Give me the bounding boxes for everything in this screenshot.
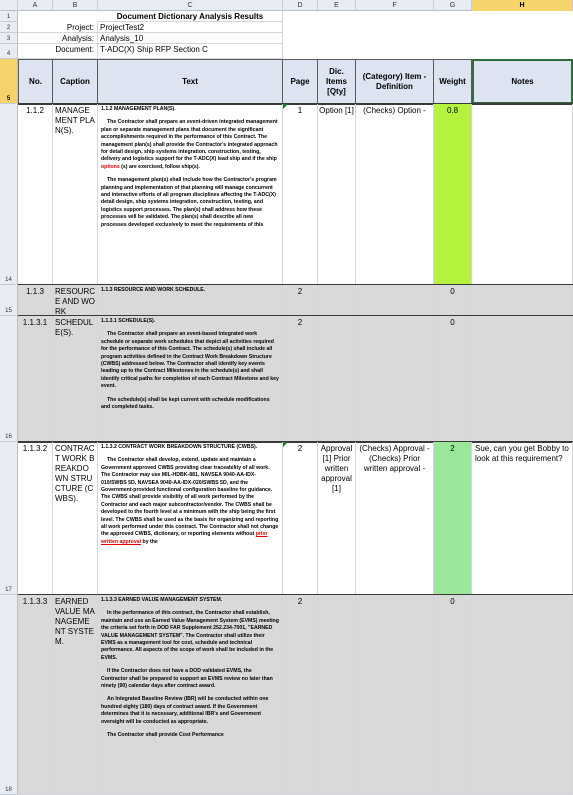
row-header-5[interactable]: 5 <box>0 59 18 104</box>
row-1-text-para-1a: The Contractor shall prepare an event-driven integrated management plan or separate management plans that document the significant accomplishments required in the performance of this Contract. The management plan(s) shall provide the Contractor's integrated approach for detail design, ship systems integration, construction, testing, delivery and logistics support for the T-ADC(X) lead ship and if the ship <box>101 119 278 163</box>
row-3-text-heading: 1.1.3.1 SCHEDULE(S). <box>101 318 156 324</box>
document-value[interactable]: T-ADC(X) Ship RFP Section C <box>98 44 283 59</box>
row-3-page[interactable]: 2 <box>283 316 318 442</box>
row-3-caption[interactable]: SCHEDULE(S). <box>53 316 98 442</box>
row-2-notes[interactable] <box>472 285 573 316</box>
row-2-text-heading: 1.1.3 RESOURCE AND WORK SCHEDULE. <box>101 287 206 293</box>
column-header-h[interactable]: H <box>472 0 573 11</box>
row-1-notes[interactable] <box>472 104 573 285</box>
row-4-no[interactable]: 1.1.3.2 <box>18 442 53 595</box>
row-4-page[interactable]: 2 <box>283 442 318 595</box>
row-5-definition[interactable] <box>356 595 434 795</box>
row-1-text-para-2: The management plan(s) shall include how the Contractor's program planning and implementation of that planning will manage concurrent and interactive efforts of all program disciplines affecting the T-ADC(X) detail design, ship systems integration, construction, testing, and logistics support processes. The plan(s) shall address how these processes will be validated. The plan(s) shall describe all new processes developed exclusively to meet the requirements of this <box>101 177 277 228</box>
document-label[interactable]: Document: <box>18 44 98 59</box>
row-4-text-para-1 <box>101 457 279 546</box>
row-4-caption[interactable]: CONTRACT WORK BREAKDOWN STRUCTURE (CWBS). <box>53 442 98 595</box>
row-1-caption[interactable]: MANAGEMENT PLAN(S). <box>53 104 98 285</box>
column-header-e[interactable]: E <box>318 0 356 11</box>
header-no[interactable]: No. <box>18 59 53 104</box>
column-header-f[interactable]: F <box>356 0 434 11</box>
row-1-dic-items[interactable]: Option [1] <box>318 104 356 285</box>
row-4-notes[interactable]: Sue, can you get Bobby to look at this requirement? <box>472 442 573 595</box>
column-header-d[interactable]: D <box>283 0 318 11</box>
row-5-text-para-1: In the performance of this contract, the Contractor shall establish, maintain and use an Earned Value Management System (EVMS) meeting the criteria set forth in DOD FAR Supplement 252.234-7001, "EARNED VALUE MANAGEMENT SYSTEM". The Contractor shall utilize their EVMS as a management tool for cost, schedule and technical performance. All aspects of the scope of work shall be included in the EVMS. <box>101 610 279 661</box>
row-header-2[interactable]: 2 <box>0 22 18 33</box>
column-header-b[interactable]: B <box>53 0 98 11</box>
row-5-text-para-3: An Integrated Baseline Review (IBR) will be conducted within one hundred eighty (180) days of contract award. If the Government determines that it is necessary, additional IBR's and Government oversight will be conducted as appropriate. <box>101 696 269 725</box>
row-3-weight[interactable]: 0 <box>434 316 472 442</box>
row-header-14[interactable]: 14 <box>0 104 18 285</box>
row-3-text[interactable] <box>98 316 283 442</box>
column-header-g[interactable]: G <box>434 0 472 11</box>
analysis-value[interactable]: Analysis_10 <box>98 33 283 44</box>
header-page[interactable]: Page <box>283 59 318 104</box>
row-2-definition[interactable] <box>356 285 434 316</box>
row-3-no[interactable]: 1.1.3.1 <box>18 316 53 442</box>
row-2-no[interactable]: 1.1.3 <box>18 285 53 316</box>
row-2-dic-items[interactable] <box>318 285 356 316</box>
row-header-1[interactable]: 1 <box>0 11 18 22</box>
column-header-a[interactable]: A <box>18 0 53 11</box>
row-5-caption[interactable]: EARNED VALUE MANAGEMENT SYSTEM. <box>53 595 98 795</box>
row-5-text-para-2: If the Contractor does not have a DOD validated EVMS, the Contractor shall be prepared to support an EVMS review no later than ninety (90) calendar days after contract award. <box>101 668 273 690</box>
select-all-corner[interactable] <box>0 0 18 11</box>
row-2-page[interactable]: 2 <box>283 285 318 316</box>
analysis-label[interactable]: Analysis: <box>18 33 98 44</box>
column-header-row <box>0 0 573 11</box>
row-2-caption[interactable]: RESOURCE AND WORK <box>53 285 98 316</box>
header-notes[interactable]: Notes <box>472 59 573 104</box>
row-header-3[interactable]: 3 <box>0 33 18 44</box>
row-header-15[interactable]: 15 <box>0 285 18 316</box>
row-5-no[interactable]: 1.1.3.3 <box>18 595 53 795</box>
row-4-definition[interactable]: (Checks) Approval - (Checks) Prior written approval - <box>356 442 434 595</box>
row-1-weight[interactable]: 0.8 <box>434 104 472 285</box>
row-4-text[interactable] <box>98 442 283 595</box>
row-5-text-para-4: The Contractor shall provide Cost Performance <box>107 732 224 739</box>
row-header-17[interactable]: 17 <box>0 442 18 595</box>
row-header-4[interactable]: 4 <box>0 44 18 59</box>
row-5-text[interactable] <box>98 595 283 795</box>
header-caption[interactable]: Caption <box>53 59 98 104</box>
row-1-text-para-1b: (s) are exercised, follow ship(s). <box>119 163 200 170</box>
row-5-weight[interactable]: 0 <box>434 595 472 795</box>
header-dic-items[interactable]: Dic. Items [Qty] <box>318 59 356 104</box>
row-3-definition[interactable] <box>356 316 434 442</box>
row-4-weight[interactable]: 2 <box>434 442 472 595</box>
row-1-no[interactable]: 1.1.2 <box>18 104 53 285</box>
header-definition[interactable]: (Category) Item - Definition <box>356 59 434 104</box>
row-1-text-para-1 <box>101 119 279 171</box>
header-weight[interactable]: Weight <box>434 59 472 104</box>
row-3-text-para-1: The Contractor shall prepare an event-based integrated work schedule or separate work schedules that depict all activities required for the performance of this Contract. The schedule(s) shall include all program activities defined in the Contract Work Breakdown Structure (CWBS) addressed below. The Contractor shall identify key events leading up to the Contract Milestones in the schedule(s) and shall identify critical paths for completion of each Contract Milestone and key event. <box>101 331 279 390</box>
row-1-highlight-option: options <box>101 163 120 170</box>
row-1-text[interactable] <box>98 104 283 285</box>
row-2-text[interactable] <box>98 285 283 316</box>
row-4-dic-items[interactable]: Approval [1] Prior written approval [1] <box>318 442 356 595</box>
row-3-notes[interactable] <box>472 316 573 442</box>
row-3-dic-items[interactable] <box>318 316 356 442</box>
row-1-page[interactable]: 1 <box>283 104 318 285</box>
row-header-18[interactable]: 18 <box>0 595 18 795</box>
row-5-page[interactable]: 2 <box>283 595 318 795</box>
row-4-text-heading: 1.1.3.2 CONTRACT WORK BREAKDOWN STRUCTURE (CWBS). <box>101 444 258 450</box>
row-5-notes[interactable] <box>472 595 573 795</box>
row-4-text-para-1b: by the <box>141 538 158 545</box>
row-5-dic-items[interactable] <box>318 595 356 795</box>
column-header-c[interactable]: C <box>98 0 283 11</box>
row-header-16[interactable]: 16 <box>0 316 18 442</box>
row-5-text-heading: 1.1.3.3 EARNED VALUE MANAGEMENT SYSTEM. <box>101 597 223 603</box>
row-4-text-para-1a: The Contractor shall develop, extend, update and maintain a Government approved CWBS providing clear traceability of all work. The Contractor may use MIL-HDBK-881, NAVSEA 9040-AA-IDX-010/SWBS 5D, NAVSEA 9040-AA-IDX-020/SWBS 5D, and the Government-provided functional configuration baseline for guidance. The CWBS shall provide visibility of all work performed by the Contractor and each major subcontractor/vendor. The CWBS shall be developed to the fourth level at a minimum with the ship being the first level. The CWBS shall be used as the basis for organizing and reporting all work performed under this contract. The Contractor shall not change the approved CWBS, dictionary, or reporting elements without <box>101 457 279 538</box>
report-title[interactable]: Document Dictionary Analysis Results <box>98 11 283 22</box>
project-value[interactable]: ProjectTest2 <box>98 22 283 33</box>
row-2-weight[interactable]: 0 <box>434 285 472 316</box>
row-4-highlight-approval: prior written approval <box>101 531 268 545</box>
row-3-text-para-2: The schedule(s) shall be kept current with schedule modifications and completed tasks. <box>101 396 270 411</box>
row-1-text-heading: 1.1.2 MANAGEMENT PLAN(S). <box>101 106 176 112</box>
row-1-definition[interactable]: (Checks) Option - <box>356 104 434 285</box>
header-text[interactable]: Text <box>98 59 283 104</box>
project-label[interactable]: Project: <box>18 22 98 33</box>
